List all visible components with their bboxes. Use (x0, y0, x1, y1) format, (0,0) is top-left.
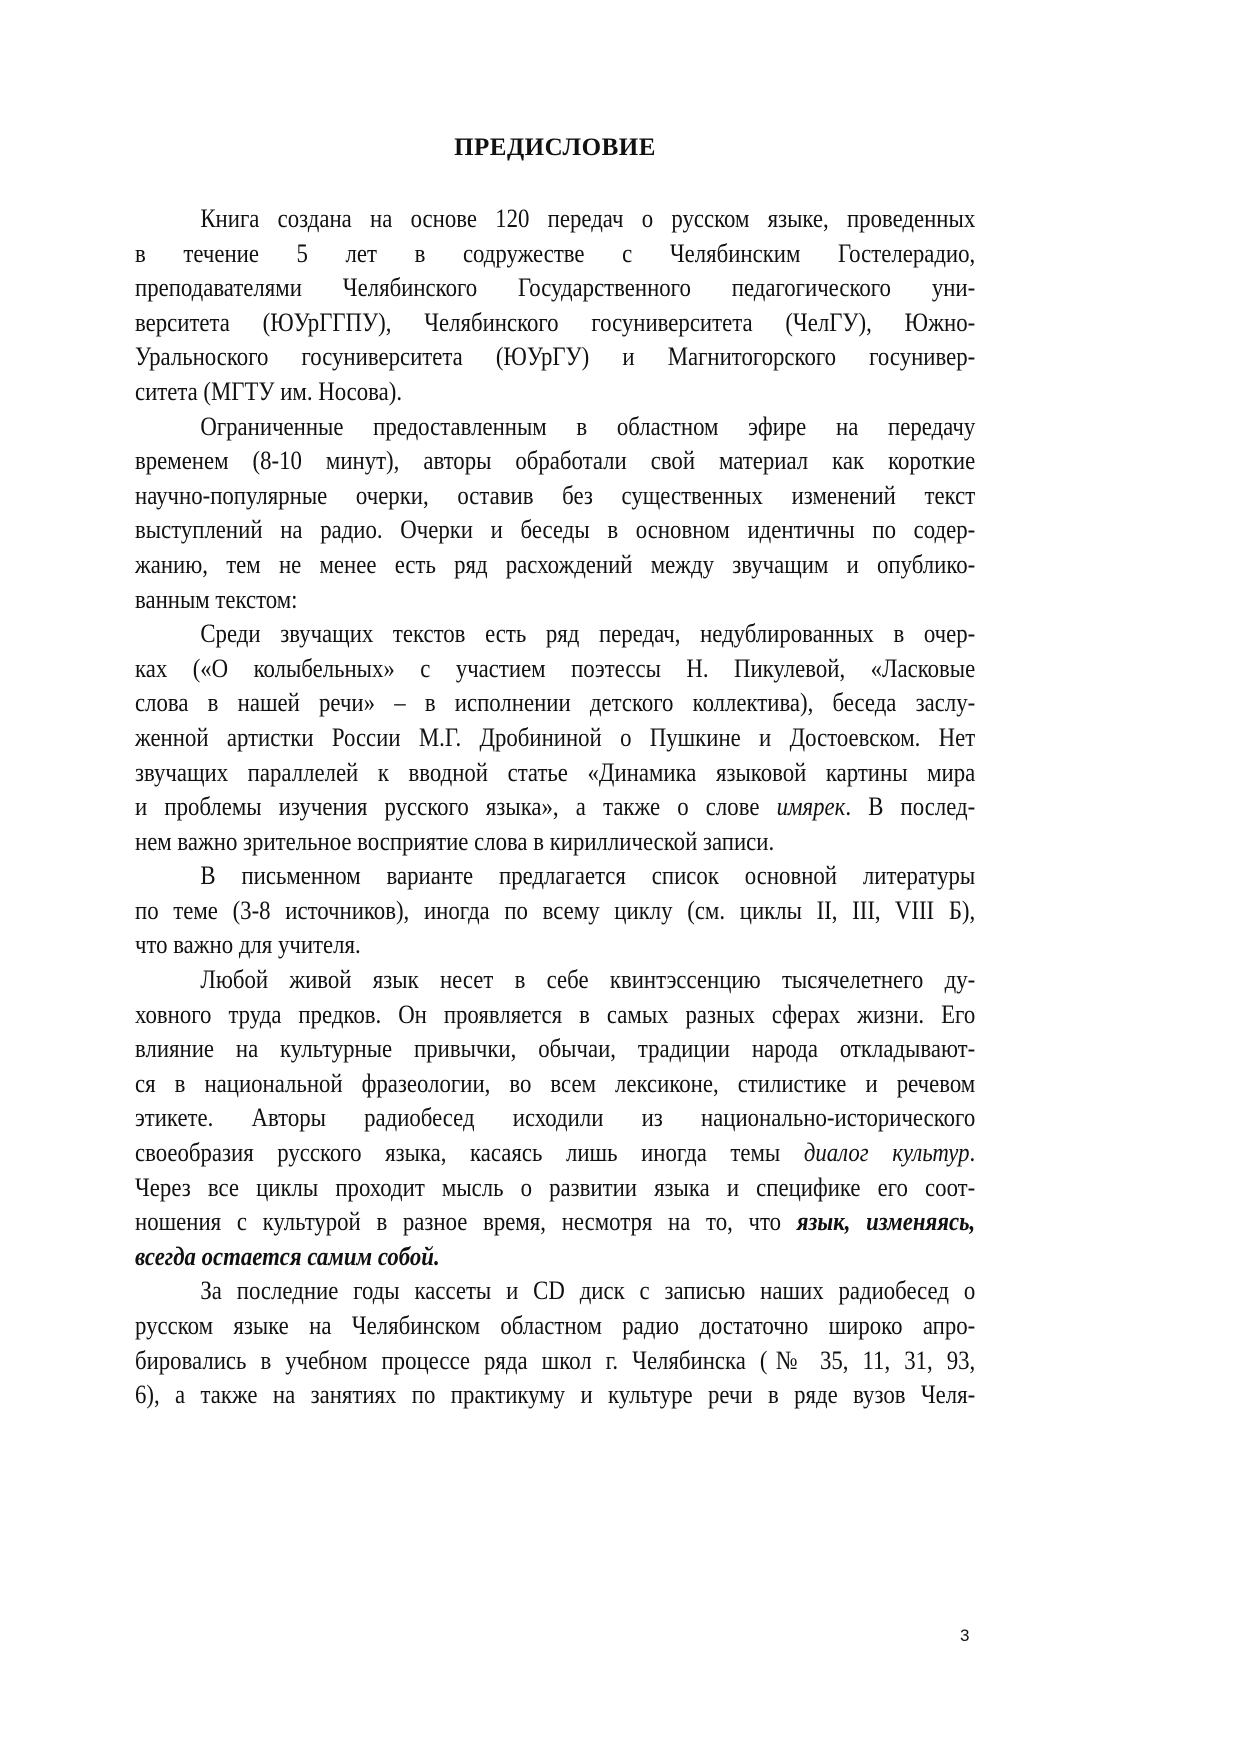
text-line: ховного труда предков. Он проявляется в самых разных сферах жизни. Его (135, 998, 976, 1029)
text-line (135, 789, 975, 824)
text-line: временем (8-10 минут), авторы обработали свой материал как короткие (135, 445, 976, 476)
text-span: своеобразия русского языка, касаясь лишь иногда темы (135, 1137, 804, 1168)
document-body (135, 201, 975, 1412)
emphasized-text: диалог культур (803, 1137, 970, 1168)
text-line: ках («О колыбельных» с участием поэтессы Н. Пикулевой, «Ласковые (135, 652, 976, 683)
text-line: ситета (МГТУ им. Носова). (135, 375, 403, 406)
text-line: звучащих параллелей к вводной статье «Динамика языковой картины мира (135, 756, 976, 787)
text-line: выступлений на радио. Очерки и беседы в основном идентичны по содер- (135, 514, 976, 545)
text-span: и проблемы изучения русского языка», а также о слове (135, 791, 777, 822)
text-line: слова в нашей речи» – в исполнении детского коллектива), беседа заслу- (135, 687, 976, 718)
text-span: . В послед- (845, 791, 976, 822)
paragraph (135, 616, 975, 858)
text-line: бировались в учебном процессе ряда школ г. Челябинска (№ 35, 11, 31, 93, (135, 1344, 976, 1375)
text-line: женной артистки России М.Г. Дробининой о Пушкине и Достоевском. Нет (135, 721, 976, 752)
text-line: в течение 5 лет в содружестве с Челябинским Гостелерадио, (135, 237, 976, 268)
text-line (135, 1135, 975, 1170)
text-line: научно-популярные очерки, оставив без существенных изменений текст (135, 479, 976, 510)
emphasized-text: язык, изменяясь, (796, 1206, 976, 1237)
emphasized-text: всегда остается самим собой. (135, 1240, 440, 1271)
text-span: . (969, 1137, 976, 1168)
paragraph (135, 201, 975, 409)
paragraph (135, 409, 975, 617)
text-span: ношения с культурой в разное время, несмотря на то, что (135, 1206, 797, 1237)
text-line: За последние годы кассеты и CD диск с записью наших радиобесед о (200, 1275, 976, 1306)
text-line: Уральноского госуниверситета (ЮУрГУ) и Магнитогорского госунивер- (135, 341, 976, 372)
text-line: по теме (3-8 источников), иногда по всему циклу (см. циклы II, III, VIII Б), (135, 894, 976, 925)
paragraph (135, 962, 975, 1273)
text-line: влияние на культурные привычки, обычаи, традиции народа откладывают- (135, 1033, 976, 1064)
text-line (135, 1239, 975, 1274)
paragraph (135, 858, 975, 962)
page-title: ПРЕДИСЛОВИЕ (454, 134, 656, 161)
text-line: Любой живой язык несет в себе квинтэссенцию тысячелетнего ду- (200, 964, 976, 995)
text-line: что важно для учителя. (135, 929, 361, 960)
text-line: преподавателями Челябинского Государственного педагогического уни- (135, 272, 976, 303)
text-line: русском языке на Челябинском областном радио достаточно широко апро- (135, 1310, 976, 1340)
text-line: ся в национальной фразеологии, во всем лексиконе, стилистике и речевом (135, 1067, 976, 1098)
text-line: В письменном варианте предлагается список основной литературы (200, 860, 976, 891)
paragraph (135, 1273, 975, 1411)
text-line: нем важно зрительное восприятие слова в кириллической записи. (135, 825, 775, 856)
text-line: ванным текстом: (135, 583, 298, 614)
text-line: Среди звучащих текстов есть ряд передач, недублированных в очер- (200, 618, 976, 649)
text-line: верситета (ЮУрГГПУ), Челябинского госуниверситета (ЧелГУ), Южно- (135, 306, 976, 337)
text-line: Ограниченные предоставленным в областном эфире на передачу (200, 410, 976, 441)
page-number: 3 (960, 1626, 970, 1645)
text-line: жанию, тем не менее есть ряд расхождений между звучащим и опублико- (135, 548, 976, 579)
text-line: Через все циклы проходит мысль о развитии языка и специфике его соот- (135, 1171, 976, 1202)
text-line: 6), а также на занятиях по практикуму и культуре речи в ряде вузов Челя- (135, 1379, 976, 1410)
text-line: этикете. Авторы радиобесед исходили из национально-исторического (135, 1102, 976, 1133)
text-line: Книга создана на основе 120 передач о русском языке, проведенных (200, 203, 976, 233)
emphasized-text: имярек (776, 791, 846, 822)
text-line (135, 1204, 975, 1239)
